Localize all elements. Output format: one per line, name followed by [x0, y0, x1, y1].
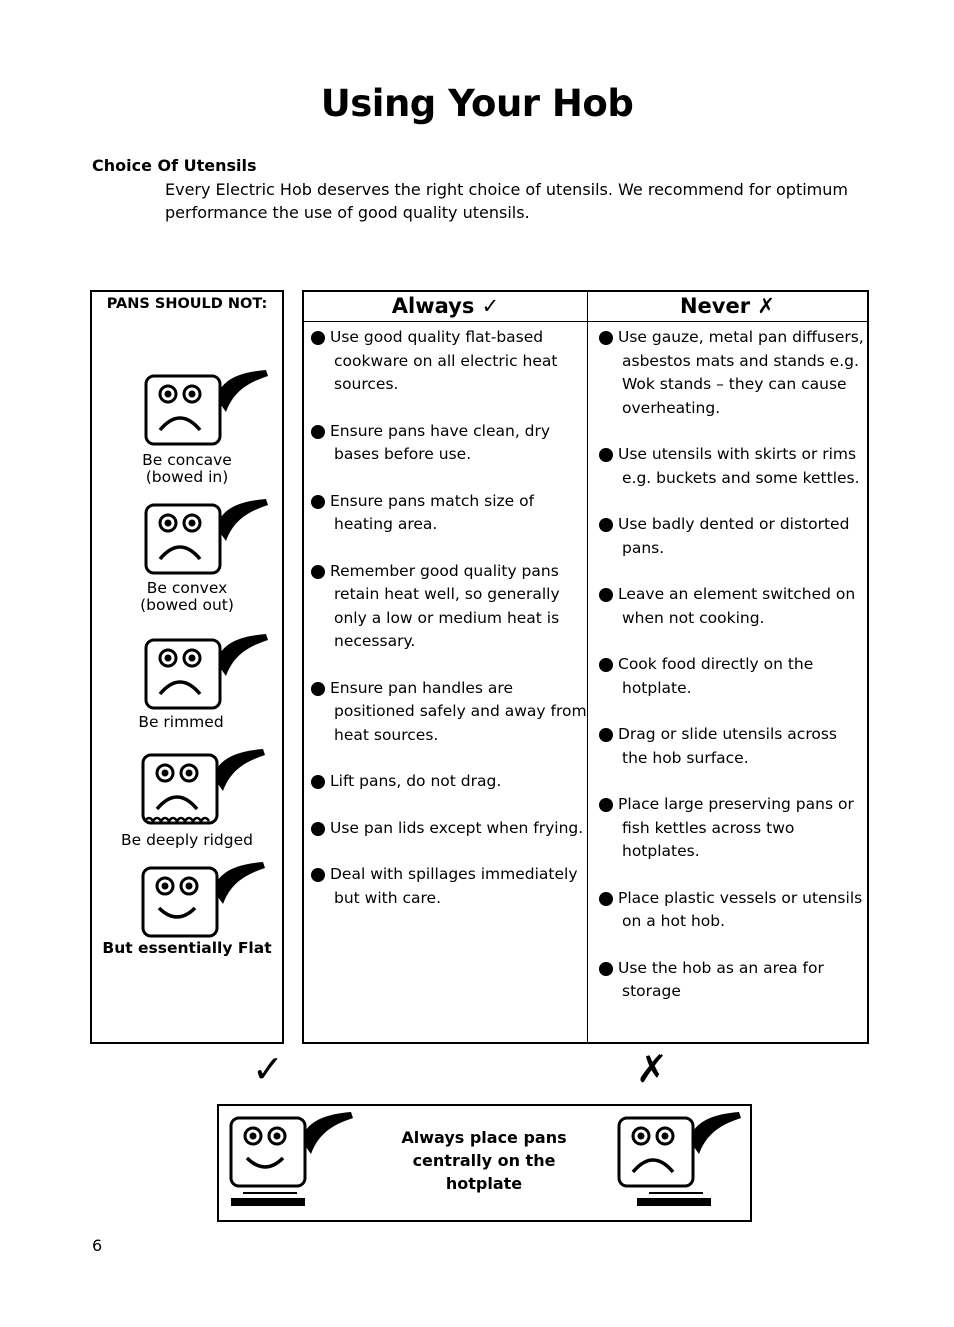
always-item: Ensure pan handles are positioned safely and away from heat sources. — [308, 677, 591, 748]
pan-label-line: But essentially Flat — [102, 939, 272, 957]
pan-label-line: Be deeply ridged — [121, 831, 253, 849]
never-item: Leave an element switched on when not cooking. — [596, 583, 866, 630]
pan-label-line: Be concave — [142, 451, 232, 469]
page-number: 6 — [92, 1236, 103, 1255]
hotplate-icon — [231, 1198, 305, 1206]
hotplate-rim — [649, 1192, 703, 1194]
pan-happy-icon — [227, 1110, 359, 1192]
never-item: Use utensils with skirts or rims e.g. buckets and some kettles. — [596, 443, 866, 490]
centering-tip-text: Always place pans centrally on the hotplate — [401, 1128, 567, 1193]
hotplate-icon — [637, 1198, 711, 1206]
check-icon: ✓ — [252, 1047, 284, 1091]
header-divider — [304, 321, 867, 322]
always-heading — [304, 292, 587, 321]
page-title: Using Your Hob — [320, 82, 634, 125]
pan-label-line: Be rimmed — [138, 713, 224, 731]
never-list — [596, 326, 866, 1027]
centering-tip-box — [217, 1104, 752, 1222]
always-never-table — [302, 290, 869, 1044]
pan-sad-icon — [142, 632, 274, 714]
pan-label-line: (bowed in) — [145, 468, 229, 486]
always-item: Ensure pans have clean, dry bases before use. — [308, 420, 591, 467]
always-item: Deal with spillages immediately but with care. — [308, 863, 591, 910]
always-item: Lift pans, do not drag. — [308, 770, 591, 794]
pan-label-line: Be convex — [146, 579, 228, 597]
never-item: Drag or slide utensils across the hob surface. — [596, 723, 866, 770]
always-heading-text: Always — [391, 294, 475, 318]
pans-should-not-box — [90, 290, 284, 1044]
never-item: Use the hob as an area for storage — [596, 957, 866, 1004]
cross-icon: ✗ — [636, 1047, 668, 1091]
never-item: Place large preserving pans or fish kettles across two hotplates. — [596, 793, 866, 864]
pan-happy-icon — [139, 860, 271, 942]
always-list — [308, 326, 591, 933]
section-heading: Choice Of Utensils — [92, 156, 257, 175]
pan-ridged-sad-icon — [139, 747, 271, 829]
pans-box-heading: PANS SHOULD NOT: — [106, 296, 268, 312]
pan-sad-icon — [142, 497, 274, 579]
pan-sad-icon — [142, 368, 274, 450]
never-heading-text: Never — [679, 294, 751, 318]
pan-label-convex — [92, 580, 282, 614]
pan-sad-icon — [615, 1110, 747, 1192]
never-item: Place plastic vessels or utensils on a hot hob. — [596, 887, 866, 934]
never-item: Use badly dented or distorted pans. — [596, 513, 866, 560]
pan-label-ridged — [92, 832, 282, 849]
intro-paragraph: Every Electric Hob deserves the right choice of utensils. We recommend for optimum performance the use of good quality utensils. — [165, 180, 848, 222]
always-item: Use good quality flat-based cookware on all electric heat sources. — [308, 326, 591, 397]
pan-label-line: (bowed out) — [140, 596, 234, 614]
check-icon: ✓ — [481, 294, 500, 318]
pan-label-flat — [92, 940, 282, 957]
never-heading — [588, 292, 867, 321]
hotplate-rim — [243, 1192, 297, 1194]
always-item: Use pan lids except when frying. — [308, 817, 591, 841]
always-item: Ensure pans match size of heating area. — [308, 490, 591, 537]
cross-icon: ✗ — [757, 294, 776, 318]
always-item: Remember good quality pans retain heat well, so generally only a low or medium heat is necessary. — [308, 560, 591, 654]
pan-label-concave — [92, 452, 282, 486]
never-item: Use gauze, metal pan diffusers, asbestos mats and stands e.g. Wok stands – they can cause overheating. — [596, 326, 866, 420]
never-item: Cook food directly on the hotplate. — [596, 653, 866, 700]
pan-label-rimmed — [86, 714, 276, 731]
